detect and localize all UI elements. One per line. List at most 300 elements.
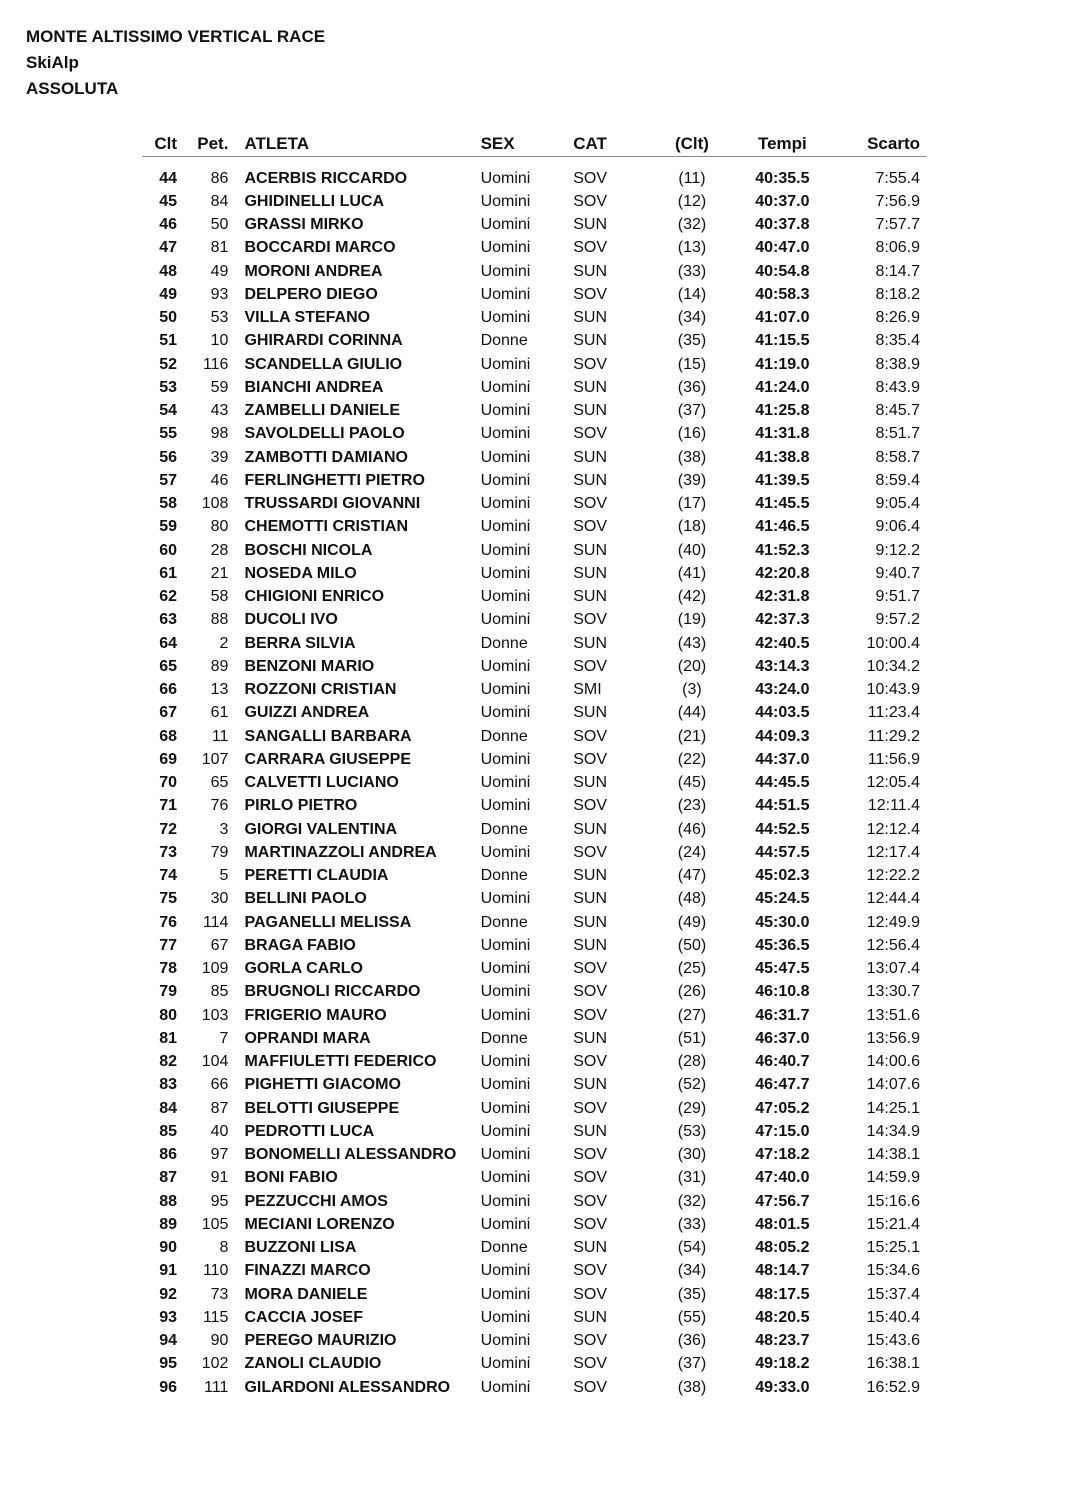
cell-cat: SOV [573,657,608,675]
cell-tempi: 44:51.5 [755,797,810,815]
cell-scarto: 13:56.9 [866,1029,920,1047]
cell-scarto: 14:07.6 [866,1076,920,1094]
col-header-sex: SEX [481,128,574,157]
cell-atleta: BONI FABIO [244,1169,338,1187]
cell-scarto: 9:05.4 [875,495,920,513]
table-row [142,539,926,562]
cell-clt-cat: (38) [677,1378,707,1396]
cell-scarto: 9:06.4 [875,518,920,536]
cell-scarto: 8:38.9 [875,355,920,373]
cell-cat: SUN [573,1308,608,1326]
table-row [142,167,926,190]
cell-pet: 21 [210,564,229,582]
cell-sex: Uomini [480,588,531,606]
cell-clt-cat: (25) [677,960,707,978]
cell-tempi: 46:40.7 [755,1053,810,1071]
cell-scarto: 7:55.4 [875,169,920,187]
cell-cat: SOV [573,425,608,443]
cell-clt-cat: (50) [677,936,707,954]
cell-clt: 65 [159,657,178,675]
cell-clt: 78 [159,960,178,978]
table-row [142,702,926,725]
cell-clt: 48 [159,262,178,280]
cell-tempi: 48:05.2 [755,1239,810,1257]
cell-clt: 73 [159,843,178,861]
cell-atleta: BELOTTI GIUSEPPE [244,1099,400,1117]
cell-atleta: GIORGI VALENTINA [244,820,398,838]
cell-clt: 64 [159,634,178,652]
cell-sex: Uomini [480,309,531,327]
cell-cat: SUN [573,541,608,559]
cell-atleta: PIGHETTI GIACOMO [244,1076,401,1094]
cell-cat: SUN [573,1076,608,1094]
cell-cat: SUN [573,936,608,954]
cell-clt-cat: (42) [677,588,707,606]
cell-atleta: BERRA SILVIA [244,634,356,652]
cell-pet: 65 [210,774,229,792]
table-row [142,1283,926,1306]
cell-clt: 91 [159,1262,178,1280]
cell-cat: SUN [573,634,608,652]
cell-clt: 88 [159,1192,178,1210]
cell-cat: SOV [573,1262,608,1280]
cell-tempi: 42:31.8 [755,588,810,606]
cell-cat: SOV [573,1099,608,1117]
cell-clt-cat: (49) [677,913,707,931]
cell-sex: Uomini [480,890,531,908]
cell-atleta: BIANCHI ANDREA [244,378,384,396]
cell-sex: Donne [480,820,528,838]
cell-clt-cat: (19) [677,611,707,629]
cell-sex: Uomini [480,843,531,861]
document-header [26,24,325,102]
cell-pet: 88 [210,611,229,629]
cell-clt: 62 [159,588,178,606]
cell-atleta: TRUSSARDI GIOVANNI [244,495,421,513]
cell-clt: 69 [159,750,178,768]
cell-scarto: 15:37.4 [866,1285,920,1303]
cell-cat: SUN [573,867,608,885]
cell-sex: Uomini [480,1192,531,1210]
cell-tempi: 44:09.3 [755,727,810,745]
cell-cat: SUN [573,1029,608,1047]
cell-atleta: ZANOLI CLAUDIO [244,1355,382,1373]
cell-cat: SUN [573,704,608,722]
race-title: MONTE ALTISSIMO VERTICAL RACE [26,27,326,46]
cell-clt-cat: (21) [677,727,707,745]
table-row [142,283,926,306]
cell-pet: 102 [201,1355,229,1373]
cell-clt: 85 [159,1122,178,1140]
cell-tempi: 40:35.5 [755,169,810,187]
cell-sex: Donne [480,1239,528,1257]
cell-sex: Uomini [480,402,531,420]
cell-tempi: 47:18.2 [755,1146,810,1164]
cell-pet: 13 [210,681,229,699]
cell-tempi: 40:47.0 [755,239,810,257]
cell-atleta: GUIZZI ANDREA [244,704,370,722]
cell-pet: 104 [201,1053,229,1071]
cell-atleta: MORONI ANDREA [244,262,383,280]
cell-cat: SOV [573,239,608,257]
cell-pet: 58 [210,588,229,606]
cell-clt-cat: (55) [677,1308,707,1326]
cell-cat: SUN [573,1122,608,1140]
cell-tempi: 40:37.8 [755,216,810,234]
cell-cat: SOV [573,495,608,513]
cell-cat: SUN [573,332,608,350]
cell-clt: 59 [159,518,178,536]
cell-clt: 56 [159,448,178,466]
cell-scarto: 15:43.6 [866,1332,920,1350]
cell-scarto: 10:00.4 [866,634,920,652]
cell-atleta: ZAMBELLI DANIELE [244,402,400,420]
cell-atleta: PEREGO MAURIZIO [244,1332,397,1350]
table-row [142,214,926,237]
table-row [142,353,926,376]
cell-clt-cat: (27) [677,1006,707,1024]
cell-pet: 116 [202,355,229,373]
cell-atleta: BUZZONI LISA [244,1239,357,1257]
cell-clt: 83 [159,1076,178,1094]
cell-pet: 3 [219,820,229,838]
cell-sex: Donne [480,727,528,745]
cell-pet: 86 [210,169,229,187]
cell-tempi: 48:17.5 [755,1285,810,1303]
cell-cat: SUN [573,471,608,489]
cell-atleta: NOSEDA MILO [244,564,357,582]
cell-scarto: 13:30.7 [866,983,920,1001]
cell-tempi: 43:14.3 [755,657,810,675]
cell-cat: SOV [573,285,608,303]
cell-scarto: 12:17.4 [866,843,920,861]
cell-atleta: BELLINI PAOLO [244,890,367,908]
cell-cat: SUN [573,402,608,420]
table-row [142,516,926,539]
cell-sex: Uomini [480,285,531,303]
cell-pet: 114 [202,913,229,931]
cell-clt: 63 [159,611,178,629]
cell-atleta: GORLA CARLO [244,960,363,978]
cell-cat: SOV [573,518,608,536]
cell-scarto: 8:35.4 [875,332,920,350]
cell-clt: 60 [159,541,178,559]
cell-pet: 115 [202,1308,229,1326]
cell-sex: Donne [480,913,528,931]
cell-pet: 105 [201,1215,229,1233]
cell-pet: 66 [210,1076,229,1094]
cell-scarto: 8:14.7 [875,262,920,280]
table-row [142,493,926,516]
cell-atleta: GILARDONI ALESSANDRO [244,1378,451,1396]
table-row [142,981,926,1004]
cell-pet: 73 [210,1285,229,1303]
cell-cat: SUN [573,216,608,234]
cell-atleta: BOCCARDI MARCO [244,239,396,257]
col-header-cat: CAT [573,128,650,157]
cell-pet: 107 [201,750,229,768]
cell-scarto: 9:57.2 [875,611,920,629]
cell-scarto: 8:51.7 [875,425,920,443]
cell-atleta: GHIDINELLI LUCA [244,192,384,210]
cell-sex: Uomini [480,495,531,513]
cell-pet: 28 [210,541,229,559]
cell-sex: Uomini [480,936,531,954]
cell-scarto: 10:34.2 [866,657,920,675]
cell-tempi: 44:57.5 [755,843,810,861]
table-row [142,748,926,771]
cell-cat: SOV [573,750,608,768]
cell-pet: 61 [210,704,229,722]
cell-scarto: 16:52.9 [866,1378,920,1396]
cell-clt: 44 [159,169,178,187]
cell-pet: 8 [219,1239,229,1257]
cell-sex: Uomini [480,448,531,466]
cell-sex: Uomini [480,518,531,536]
cell-atleta: BONOMELLI ALESSANDRO [244,1146,457,1164]
cell-cat: SOV [573,960,608,978]
discipline-label: SkiAlp [26,53,79,72]
cell-tempi: 45:02.3 [755,867,810,885]
cell-atleta: MORA DANIELE [244,1285,368,1303]
cell-atleta: OPRANDI MARA [244,1029,371,1047]
cell-clt: 96 [159,1378,178,1396]
cell-scarto: 7:56.9 [875,192,920,210]
cell-clt-cat: (15) [677,355,707,373]
cell-sex: Uomini [480,239,531,257]
cell-scarto: 12:12.4 [866,820,920,838]
cell-sex: Donne [480,634,528,652]
cell-cat: SOV [573,1355,608,1373]
cell-atleta: VILLA STEFANO [244,309,371,327]
cell-pet: 81 [210,239,229,257]
cell-cat: SUN [573,1239,608,1257]
cell-cat: SUN [573,913,608,931]
table-row [142,818,926,841]
cell-sex: Uomini [480,564,531,582]
cell-atleta: PEDROTTI LUCA [244,1122,375,1140]
cell-cat: SOV [573,1006,608,1024]
cell-sex: Uomini [480,611,531,629]
col-header-pet: Pet. [177,128,228,157]
cell-sex: Uomini [480,169,531,187]
cell-clt-cat: (36) [677,378,707,396]
cell-sex: Donne [480,1029,528,1047]
cell-atleta: CHIGIONI ENRICO [244,588,385,606]
table-row [142,446,926,469]
cell-clt-cat: (31) [677,1169,707,1187]
cell-scarto: 8:18.2 [875,285,920,303]
table-row [142,865,926,888]
cell-pet: 98 [210,425,229,443]
cell-clt-cat: (29) [677,1099,707,1117]
cell-scarto: 10:43.9 [866,681,920,699]
cell-atleta: BRUGNOLI RICCARDO [244,983,421,1001]
cell-tempi: 45:47.5 [755,960,810,978]
cell-sex: Uomini [480,1122,531,1140]
cell-clt-cat: (30) [677,1146,707,1164]
cell-sex: Uomini [480,704,531,722]
cell-atleta: CHEMOTTI CRISTIAN [244,518,408,536]
table-row [142,1213,926,1236]
cell-tempi: 46:10.8 [755,983,810,1001]
cell-clt-cat: (22) [677,750,707,768]
cell-clt-cat: (3) [682,681,702,699]
cell-scarto: 15:34.6 [866,1262,920,1280]
table-row [142,679,926,702]
cell-cat: SUN [573,448,608,466]
cell-clt-cat: (45) [677,774,707,792]
table-row [142,1237,926,1260]
cell-sex: Uomini [480,1378,531,1396]
table-row [142,632,926,655]
cell-pet: 91 [210,1169,229,1187]
cell-atleta: CALVETTI LUCIANO [244,774,399,792]
cell-cat: SUN [573,309,608,327]
table-row [142,330,926,353]
cell-atleta: MAFFIULETTI FEDERICO [244,1053,437,1071]
cell-sex: Uomini [480,1332,531,1350]
cell-tempi: 45:24.5 [755,890,810,908]
cell-clt: 94 [159,1332,178,1350]
ranking-label: ASSOLUTA [26,79,119,98]
cell-clt-cat: (13) [677,239,707,257]
cell-tempi: 48:01.5 [755,1215,810,1233]
cell-tempi: 42:40.5 [755,634,810,652]
cell-pet: 110 [202,1262,229,1280]
cell-pet: 49 [210,262,229,280]
table-row [142,888,926,911]
table-row [142,772,926,795]
cell-clt-cat: (46) [677,820,707,838]
cell-tempi: 46:31.7 [755,1006,810,1024]
cell-clt: 92 [159,1285,178,1303]
cell-pet: 97 [210,1146,229,1164]
cell-pet: 46 [210,471,229,489]
cell-clt-cat: (37) [677,1355,707,1373]
cell-clt-cat: (32) [677,216,707,234]
cell-sex: Uomini [480,1308,531,1326]
cell-clt: 61 [159,564,178,582]
table-row [142,795,926,818]
cell-tempi: 41:24.0 [755,378,810,396]
cell-tempi: 46:37.0 [755,1029,810,1047]
cell-pet: 93 [210,285,229,303]
cell-scarto: 15:40.4 [866,1308,920,1326]
cell-tempi: 44:03.5 [755,704,810,722]
cell-pet: 39 [210,448,229,466]
cell-scarto: 15:25.1 [866,1239,920,1257]
cell-clt-cat: (23) [677,797,707,815]
cell-clt: 81 [159,1029,178,1047]
cell-clt-cat: (33) [677,262,707,280]
cell-tempi: 42:20.8 [755,564,810,582]
cell-clt: 55 [159,425,178,443]
cell-cat: SUN [573,774,608,792]
table-row [142,586,926,609]
cell-clt-cat: (28) [677,1053,707,1071]
cell-cat: SUN [573,262,608,280]
cell-clt: 66 [159,681,178,699]
cell-tempi: 41:39.5 [755,471,810,489]
cell-clt: 47 [159,239,178,257]
table-row [142,423,926,446]
cell-sex: Donne [480,867,528,885]
cell-pet: 108 [201,495,229,513]
cell-scarto: 12:11.4 [867,797,920,815]
table-row [142,1074,926,1097]
table-row [142,307,926,330]
cell-clt-cat: (53) [677,1122,707,1140]
cell-scarto: 14:38.1 [866,1146,920,1164]
cell-pet: 89 [210,657,229,675]
cell-sex: Uomini [480,1006,531,1024]
cell-clt: 87 [159,1169,178,1187]
cell-clt-cat: (24) [677,843,707,861]
cell-scarto: 13:51.6 [866,1006,920,1024]
cell-pet: 53 [210,309,229,327]
cell-sex: Uomini [480,750,531,768]
cell-atleta: DELPERO DIEGO [244,285,378,303]
cell-clt-cat: (48) [677,890,707,908]
cell-clt: 75 [159,890,178,908]
cell-atleta: ZAMBOTTI DAMIANO [244,448,408,466]
cell-clt-cat: (41) [677,564,707,582]
cell-tempi: 43:24.0 [755,681,810,699]
cell-sex: Uomini [480,425,531,443]
cell-atleta: SAVOLDELLI PAOLO [244,425,405,443]
cell-clt-cat: (34) [677,309,707,327]
cell-clt: 51 [159,332,178,350]
cell-cat: SUN [573,890,608,908]
cell-atleta: CACCIA JOSEF [244,1308,363,1326]
col-header-atleta: ATLETA [228,128,480,157]
cell-atleta: GRASSI MIRKO [244,216,364,234]
cell-pet: 7 [219,1029,229,1047]
cell-tempi: 44:45.5 [755,774,810,792]
cell-clt-cat: (33) [677,1215,707,1233]
cell-tempi: 48:14.7 [755,1262,810,1280]
col-header-clt-cat: (Clt) [650,128,734,157]
cell-clt-cat: (20) [677,657,707,675]
table-row [142,911,926,934]
cell-clt: 90 [159,1239,178,1257]
cell-tempi: 41:38.8 [755,448,810,466]
cell-atleta: PEZZUCCHI AMOS [244,1192,388,1210]
cell-scarto: 16:38.1 [866,1355,920,1373]
cell-sex: Uomini [480,774,531,792]
col-header-scarto: Scarto [831,128,926,157]
cell-clt: 72 [159,820,178,838]
cell-scarto: 14:00.6 [866,1053,920,1071]
table-row [142,562,926,585]
cell-scarto: 11:29.2 [867,727,920,745]
cell-scarto: 7:57.7 [875,216,920,234]
cell-tempi: 48:23.7 [755,1332,810,1350]
cell-cat: SUN [573,564,608,582]
cell-atleta: ROZZONI CRISTIAN [244,681,397,699]
cell-clt-cat: (35) [677,1285,707,1303]
cell-atleta: FRIGERIO MAURO [244,1006,387,1024]
cell-clt: 84 [159,1099,178,1117]
cell-clt: 76 [159,913,178,931]
cell-cat: SOV [573,1169,608,1187]
cell-sex: Uomini [480,1285,531,1303]
col-header-clt: Clt [142,128,177,157]
table-row [142,841,926,864]
table-row [142,1353,926,1376]
cell-clt: 58 [159,495,178,513]
